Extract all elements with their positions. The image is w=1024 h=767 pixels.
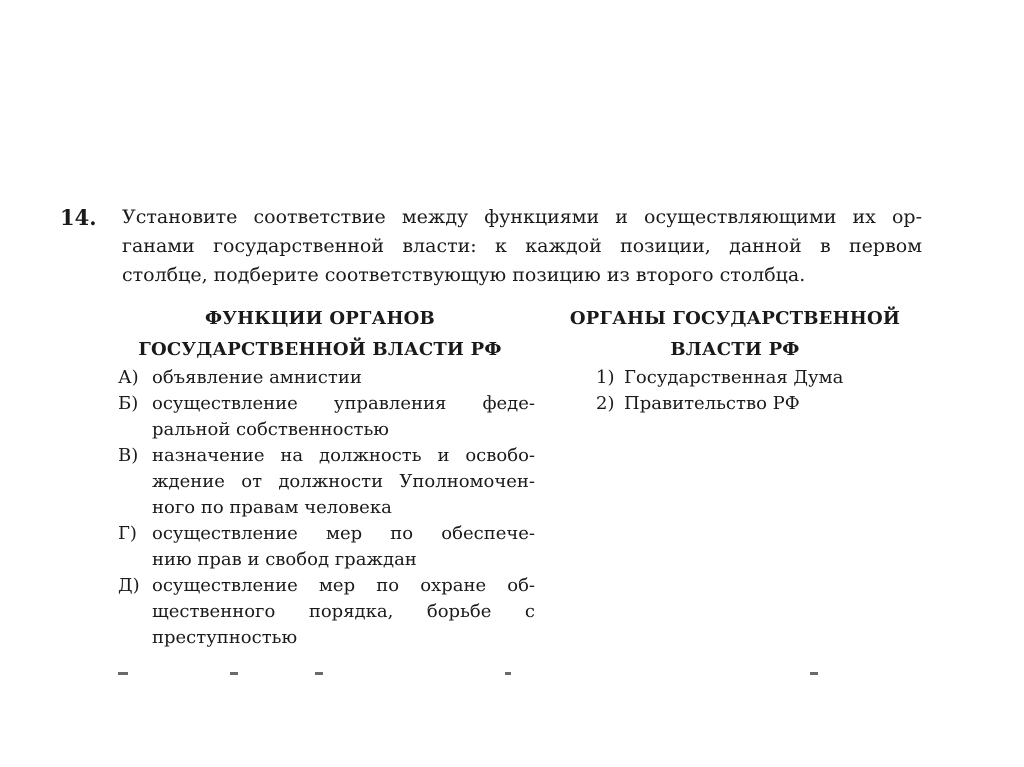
organs-list: [596, 365, 930, 417]
item-text: [152, 365, 535, 391]
list-item: [118, 365, 535, 391]
item-line: осуществление управления феде-: [152, 393, 535, 414]
header-line: ФУНКЦИИ ОРГАНОВ: [205, 308, 435, 329]
item-letter: Д): [118, 575, 140, 596]
item-line: щественного порядка, борьбе с: [152, 601, 535, 622]
item-line: ного по правам человека: [152, 497, 392, 518]
item-letter: Б): [118, 393, 139, 414]
item-letter: Г): [118, 523, 137, 544]
list-item: [118, 573, 535, 651]
list-item: [118, 443, 535, 521]
functions-list: [118, 365, 535, 651]
item-text: Правительство РФ: [624, 393, 800, 414]
organs-column-header: [540, 303, 930, 365]
item-line: нию прав и свобод граждан: [152, 549, 417, 570]
item-text: [152, 443, 535, 521]
task-instruction: [122, 203, 922, 290]
item-text: [152, 573, 535, 651]
item-text: [152, 391, 535, 443]
item-text: Государственная Дума: [624, 367, 844, 388]
header-line: ГОСУДАРСТВЕННОЙ ВЛАСТИ РФ: [138, 339, 502, 360]
item-line: осуществление мер по охране об-: [152, 575, 535, 596]
instruction-line: столбце, подберите соответствующую позицию из второго столбца.: [122, 264, 806, 286]
item-line: осуществление мер по обеспече-: [152, 523, 535, 544]
functions-column: [105, 303, 535, 651]
item-line: ральной собственностью: [152, 419, 389, 440]
functions-column-header: [105, 303, 535, 365]
item-letter: В): [118, 445, 139, 466]
item-line: назначение на должность и освобо-: [152, 445, 535, 466]
header-line: ОРГАНЫ ГОСУДАРСТВЕННОЙ: [569, 308, 901, 329]
cut-off-text-line: [110, 670, 830, 680]
item-line: ждение от должности Уполномочен-: [152, 471, 535, 492]
instruction-line: ганами государственной власти: к каждой позиции, данной в первом: [122, 235, 922, 257]
task-number: 14.: [60, 205, 97, 230]
list-item: [118, 521, 535, 573]
list-item: [118, 391, 535, 443]
list-item: [596, 365, 930, 391]
item-line: объявление амнистии: [152, 367, 362, 388]
instruction-line: Установите соответствие между функциями и осуществляющими их ор-: [122, 206, 922, 228]
header-line: ВЛАСТИ РФ: [670, 339, 800, 360]
list-item: [596, 391, 930, 417]
item-number: 1): [596, 367, 615, 388]
item-text: [152, 521, 535, 573]
item-line: преступностью: [152, 627, 298, 648]
item-number: 2): [596, 393, 615, 414]
organs-column: [540, 303, 930, 417]
item-letter: А): [118, 367, 139, 388]
